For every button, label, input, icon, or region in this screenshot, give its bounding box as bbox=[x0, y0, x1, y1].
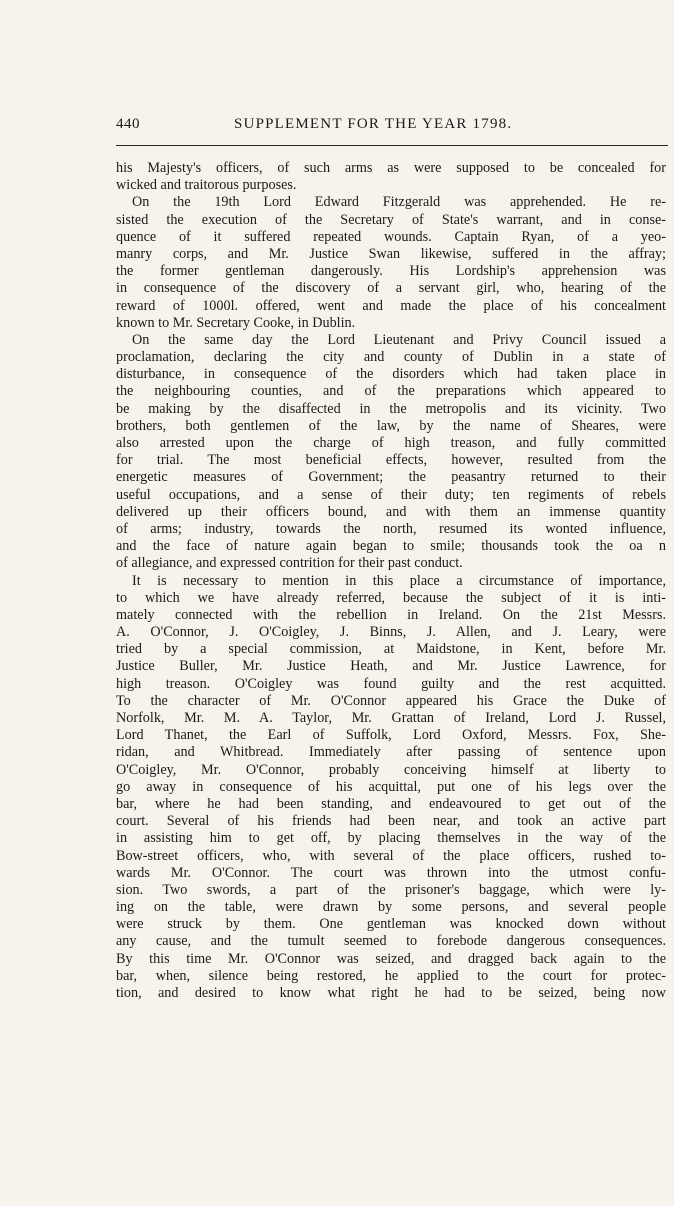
text-line: tion, and desired to know what right he had to be seized, being now bbox=[116, 985, 666, 1001]
text-line: ing on the table, were drawn by some persons, and several people bbox=[116, 899, 666, 916]
text-line: go away in consequence of his acquittal, put one of his legs over the bbox=[116, 778, 666, 795]
text-line: Lord Thanet, the Earl of Suffolk, Lord Oxford, Messrs. Fox, She- bbox=[116, 727, 666, 744]
text-line: Norfolk, Mr. M. A. Taylor, Mr. Grattan of Ireland, Lord J. Russel, bbox=[116, 710, 666, 726]
text-line: A. O'Connor, J. O'Coigley, J. Binns, J. Allen, and J. Leary, were bbox=[116, 624, 666, 641]
text-line: To the character of Mr. O'Connor appeared his Grace the Duke of bbox=[116, 692, 666, 709]
page-number: 440 bbox=[116, 116, 140, 132]
text-line: bar, where he had been standing, and endeavoured to get out of the bbox=[116, 795, 666, 812]
text-line: wicked and traitorous purposes. bbox=[116, 177, 297, 194]
text-line: the neighbouring counties, and of the preparations which appeared to bbox=[116, 383, 666, 400]
text-line: useful occupations, and a sense of their duty; ten regiments of rebels bbox=[116, 486, 666, 503]
text-line: manry corps, and Mr. Justice Swan likewise, suffered in the affray; bbox=[116, 245, 666, 262]
header-rule bbox=[116, 145, 668, 146]
text-line: On the 19th Lord Edward Fitzgerald was apprehended. He re- bbox=[132, 194, 666, 211]
text-line: sisted the execution of the Secretary of State's warrant, and in conse- bbox=[116, 211, 666, 228]
text-line: tried by a special commission, at Maidstone, in Kent, before Mr. bbox=[116, 641, 666, 658]
text-line: any cause, and the tumult seemed to forebode dangerous consequences. bbox=[116, 933, 666, 950]
running-head: SUPPLEMENT FOR THE YEAR 1798. bbox=[234, 116, 513, 132]
text-line: to which we have already referred, because the subject of it is inti- bbox=[116, 589, 666, 606]
text-line: brothers, both gentlemen of the law, by the name of Sheares, were bbox=[116, 417, 666, 434]
text-line: be making by the disaffected in the metropolis and its vicinity. Two bbox=[116, 400, 666, 417]
text-line: bar, when, silence being restored, he applied to the court for protec- bbox=[116, 967, 666, 984]
text-line: energetic measures of Government; the peasantry returned to their bbox=[116, 469, 666, 486]
text-line: high treason. O'Coigley was found guilty and the rest acquitted. bbox=[116, 675, 666, 692]
text-line: proclamation, declaring the city and county of Dublin in a state of bbox=[116, 349, 666, 366]
text-line: were struck by them. One gentleman was knocked down without bbox=[116, 916, 666, 933]
text-line: of allegiance, and expressed contrition for their past conduct. bbox=[116, 555, 463, 572]
body-text bbox=[116, 160, 666, 1002]
text-line: known to Mr. Secretary Cooke, in Dublin. bbox=[116, 314, 356, 331]
text-line: On the same day the Lord Lieutenant and Privy Council issued a bbox=[132, 331, 666, 348]
text-line: disturbance, in consequence of the disorders which had taken place in bbox=[116, 366, 666, 383]
text-line: mately connected with the rebellion in Ireland. On the 21st Messrs. bbox=[116, 606, 666, 623]
text-line: ridan, and Whitbread. Immediately after passing of sentence upon bbox=[116, 744, 666, 761]
page-header bbox=[116, 116, 668, 138]
text-line: Justice Buller, Mr. Justice Heath, and Mr. Justice Lawrence, for bbox=[116, 658, 666, 675]
text-line: sion. Two swords, a part of the prisoner's baggage, which were ly- bbox=[116, 881, 666, 898]
text-line: and the face of nature again began to smile; thousands took the oa n bbox=[116, 538, 666, 555]
text-line: the former gentleman dangerously. His Lordship's apprehension was bbox=[116, 263, 666, 280]
text-line: of arms; industry, towards the north, resumed its wonted influence, bbox=[116, 520, 666, 537]
text-line: By this time Mr. O'Connor was seized, and dragged back again to the bbox=[116, 950, 666, 967]
text-line: also arrested upon the charge of high treason, and fully committed bbox=[116, 435, 666, 451]
text-line: in consequence of the discovery of a servant girl, who, hearing of the bbox=[116, 280, 666, 297]
text-line: court. Several of his friends had been near, and took an active part bbox=[116, 813, 666, 830]
text-line: reward of 1000l. offered, went and made the place of his concealment bbox=[116, 297, 666, 314]
text-line: It is necessary to mention in this place a circumstance of importance, bbox=[132, 572, 666, 589]
text-line: Bow-street officers, who, with several of the place officers, rushed to- bbox=[116, 847, 666, 864]
text-line: for trial. The most beneficial effects, however, resulted from the bbox=[116, 452, 666, 469]
text-line: wards Mr. O'Connor. The court was thrown into the utmost confu- bbox=[116, 864, 666, 881]
text-line: delivered up their officers bound, and with them an immense quantity bbox=[116, 503, 666, 520]
text-line: quence of it suffered repeated wounds. Captain Ryan, of a yeo- bbox=[116, 228, 666, 245]
text-line: O'Coigley, Mr. O'Connor, probably conceiving himself at liberty to bbox=[116, 761, 666, 778]
text-line: his Majesty's officers, of such arms as were supposed to be concealed for bbox=[116, 160, 666, 176]
text-line: in assisting him to get off, by placing themselves in the way of the bbox=[116, 830, 666, 847]
